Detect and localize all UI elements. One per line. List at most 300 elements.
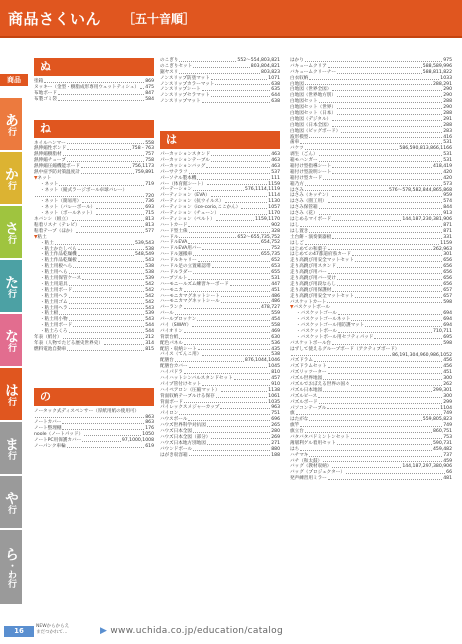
entry-name: ハード型土俵	[160, 228, 188, 234]
leader-dots	[215, 82, 270, 86]
entry-page: 756,1173	[132, 164, 154, 170]
leader-dots	[355, 294, 442, 298]
entry-name: ▼ 粘土	[34, 235, 47, 241]
leader-dots	[179, 411, 270, 415]
list-ha	[160, 152, 280, 458]
leader-dots	[346, 470, 445, 474]
list-ne	[34, 141, 154, 353]
leader-dots	[314, 358, 442, 362]
leader-dots	[296, 411, 443, 415]
entry-page: 630	[271, 334, 280, 340]
leader-dots	[202, 246, 270, 250]
entry-page: 457	[271, 375, 280, 381]
entry-name: パーテーション	[160, 187, 192, 193]
entry-page: 588,589,996	[422, 63, 452, 69]
kana-tab-sub: 行	[6, 504, 16, 514]
leader-dots	[59, 182, 144, 186]
entry-name: はし	[290, 222, 300, 228]
entry-name: はがき収容箱	[160, 452, 188, 458]
entry-name: パーサテラフ	[160, 169, 188, 175]
entry-name: 旗	[290, 411, 295, 417]
entry-page: 542	[145, 299, 154, 305]
entry-page: 542	[145, 287, 154, 293]
leader-dots	[35, 415, 144, 419]
entry-page: 656	[443, 258, 452, 264]
leader-dots	[337, 70, 422, 74]
entry-page: 262,963	[433, 246, 452, 252]
entry-name: バイオリン	[160, 328, 183, 334]
entry-page: 863	[145, 420, 154, 426]
entry-name: 走り高跳び用バー受け	[290, 275, 336, 281]
entry-page: 558	[271, 322, 280, 328]
leader-dots	[69, 282, 145, 286]
entry-page: 963	[271, 405, 280, 411]
entry-page: 542	[145, 281, 154, 287]
leader-dots	[58, 91, 144, 95]
entry-name: はさみ（キッチン）	[290, 193, 332, 199]
kana-tab-1[interactable]	[0, 152, 22, 204]
index-entry	[34, 444, 154, 450]
entry-name: パズル日本地図	[290, 387, 323, 393]
leader-dots	[319, 205, 443, 209]
entry-name: ・ネット	[40, 181, 59, 187]
leader-dots	[305, 82, 432, 86]
leader-dots	[193, 252, 260, 256]
entry-name: ノート整理棚	[34, 426, 62, 432]
leader-dots	[58, 97, 144, 101]
leader-dots	[319, 99, 443, 103]
entry-page: 644	[271, 93, 280, 99]
entry-page: 539	[145, 311, 154, 317]
page-subtitle: ［五十音順］	[123, 12, 196, 26]
entry-page: 710,711	[433, 328, 452, 334]
entry-page: 537	[271, 169, 280, 175]
kana-tab-sub: 行	[6, 450, 16, 460]
leader-dots	[188, 223, 270, 227]
entry-page: 655	[271, 269, 280, 275]
entry-name: ・粘土用板へら	[40, 264, 73, 270]
entry-name: 箱乃方	[290, 181, 304, 187]
entry-page: 97,1000,1008	[121, 438, 154, 444]
entry-name: 熱伸縮チューブ	[34, 158, 66, 164]
entry-name: 配膳台	[160, 358, 174, 364]
entry-name: 布製ゴミ袋	[34, 96, 57, 102]
entry-page: 586,590,813,866,1166	[399, 146, 452, 152]
leader-dots	[305, 58, 442, 62]
leader-dots	[300, 423, 442, 427]
entry-name: はさみ保管箱	[290, 205, 318, 211]
leader-dots	[69, 270, 145, 274]
entry-page: 271	[271, 440, 280, 446]
leader-dots	[55, 241, 134, 245]
entry-page: 290	[443, 93, 452, 99]
entry-page: 803,823	[261, 69, 280, 75]
entry-page: 544	[145, 329, 154, 335]
entry-name: 旗立台	[290, 429, 304, 435]
leader-dots	[188, 276, 270, 280]
leader-dots	[35, 194, 144, 198]
entry-name: ・粘土用へら	[40, 270, 68, 276]
leader-dots	[351, 435, 443, 439]
entry-name: 白地図セット	[290, 99, 318, 105]
entry-page: 598	[443, 340, 452, 346]
entry-name: はたがな	[290, 417, 309, 423]
entry-name: 熱伸縮圧縮機能ボード	[34, 164, 80, 170]
entry-page: 635	[271, 87, 280, 93]
entry-page: 86,191,304,960,986,1052	[392, 352, 452, 358]
leader-dots	[328, 270, 442, 274]
entry-name: 発声練習用ミラー	[290, 476, 327, 482]
entry-name: 白地図（ビッグボード）	[290, 128, 341, 134]
entry-name: はさみ（花）	[290, 211, 318, 217]
leader-dots	[305, 146, 399, 150]
entry-page: 531	[443, 140, 452, 146]
leader-dots	[328, 364, 443, 368]
entry-name: ・バスケットゴール用防護マット	[296, 323, 365, 329]
entry-page: 559	[271, 311, 280, 317]
entry-page: 694	[443, 311, 452, 317]
entry-page: 876,1044,1046	[244, 358, 280, 364]
entry-name: 配色パネル	[160, 340, 183, 346]
leader-dots	[319, 211, 443, 215]
entry-name: ノンスリップマット	[160, 99, 201, 105]
leader-dots	[207, 423, 270, 427]
leader-dots	[328, 199, 442, 203]
entry-page: 531	[443, 152, 452, 158]
kana-tab-sub: 行	[6, 126, 16, 136]
leader-dots	[82, 276, 144, 280]
kana-tab-sub: 行	[6, 288, 16, 298]
entry-name: ハウズ世界科学対抗図	[160, 423, 206, 429]
entry-name: ・粘土用ゴム	[40, 299, 68, 305]
leader-dots	[332, 217, 401, 221]
entry-name: パーカッションテーブル	[160, 158, 210, 164]
leader-dots	[374, 335, 442, 339]
entry-name: 熱中症予防対策温度計	[34, 170, 80, 176]
entry-name: ・粘土ろくろ	[40, 329, 68, 335]
entry-page: 803,804,821	[250, 63, 280, 69]
entry-name: 鋸ヤスリ	[160, 69, 179, 75]
entry-name: ・バスケットボール用セフティパッド	[296, 334, 374, 340]
entry-page: 1170	[268, 211, 280, 217]
leader-dots	[73, 288, 144, 292]
leader-dots	[341, 129, 442, 133]
entry-page: 420	[443, 175, 452, 181]
entry-page: 416	[443, 134, 452, 140]
entry-page: 459,482	[433, 446, 452, 452]
leader-dots	[67, 444, 145, 448]
leader-dots	[202, 99, 271, 103]
header-divider	[0, 36, 462, 38]
entry-name: ハウズ日本全図（部分）	[160, 434, 211, 440]
entry-page: 815	[145, 346, 154, 352]
leader-dots	[337, 264, 442, 268]
entry-page: 694	[443, 317, 452, 323]
kana-tab-char: あ	[3, 112, 19, 127]
entry-page: 299	[443, 399, 452, 405]
entry-name: 走り高跳び用スタンド	[290, 264, 336, 270]
leader-dots	[188, 240, 260, 244]
entry-page: 463	[271, 152, 280, 158]
leader-dots	[211, 76, 267, 80]
leader-dots	[76, 229, 144, 233]
entry-name: 走り高跳び用バー	[290, 270, 327, 276]
entry-page: 813	[145, 223, 154, 229]
entry-name: ハーモニカマグネットシール	[160, 299, 220, 305]
entry-page: 538	[271, 352, 280, 358]
entry-page: 880	[271, 446, 280, 452]
entry-page: 478,727	[261, 305, 280, 311]
entry-page: 291	[443, 116, 452, 122]
leader-dots	[206, 164, 270, 168]
section-heading-ne: ね	[34, 120, 154, 138]
entry-page: 910	[271, 381, 280, 387]
entry-name: 薄層利ゲル着用セット	[290, 440, 336, 446]
entry-page: 1061	[268, 393, 280, 399]
entry-name: ▼ ネット	[34, 176, 51, 182]
kana-tab-char: か	[3, 166, 19, 181]
entry-page: 753	[443, 435, 452, 440]
kana-tab-char: さ	[3, 220, 19, 235]
entry-page: 1138	[268, 387, 280, 393]
entry-name: 背面ボード	[160, 399, 183, 405]
entry-name: ・バスケットゴール	[296, 311, 337, 317]
kana-tab-char: た	[3, 274, 19, 289]
entry-name: ・バスケットボール	[296, 328, 338, 334]
entry-page: 975	[443, 58, 452, 63]
leader-dots	[140, 85, 144, 89]
leader-dots	[319, 158, 443, 162]
entry-page: 539,543	[135, 240, 154, 246]
leader-dots	[44, 79, 144, 83]
leader-dots	[220, 405, 270, 409]
kana-tab-3[interactable]	[0, 260, 22, 312]
entry-name: はち	[290, 446, 300, 452]
leader-dots	[332, 87, 442, 91]
kana-tab-6[interactable]	[0, 422, 22, 474]
entry-name: ハーモニカマグネットシート	[160, 293, 220, 299]
entry-name: 白地図	[290, 81, 304, 87]
list-no-continued	[160, 58, 280, 105]
leader-dots	[198, 258, 270, 262]
kana-tab-char: な	[3, 328, 19, 343]
leader-dots	[211, 158, 270, 162]
entry-page: 758・763	[131, 146, 154, 152]
entry-name: ハードル運搬車	[160, 252, 193, 258]
entry-page: 1104	[440, 405, 452, 411]
leader-dots	[184, 400, 267, 404]
kana-tab-5[interactable]	[0, 368, 22, 420]
entry-name: ヌッキー（金型・樹脂成形専用ウェットティシュ）	[34, 84, 140, 90]
leader-dots	[328, 476, 442, 480]
leader-dots	[225, 199, 268, 203]
entry-name: ・粘土用保管ケース	[40, 276, 82, 282]
section-heading-nu: ぬ	[34, 58, 154, 76]
leader-dots	[207, 441, 270, 445]
entry-page: 652	[271, 258, 280, 264]
kana-tab-7[interactable]	[0, 476, 22, 528]
entry-page: 144,187,297,380,906	[402, 464, 452, 470]
entry-page: 188	[271, 452, 280, 458]
kana-tab-2[interactable]	[0, 206, 22, 258]
leader-dots	[184, 305, 260, 309]
entry-page: 552〜554,803,821	[237, 58, 280, 63]
entry-name: パーカッションスタンド	[160, 152, 211, 158]
entry-page: 543	[145, 258, 154, 264]
kana-tab-4[interactable]	[0, 314, 22, 366]
leader-dots	[305, 241, 440, 245]
entry-page: 288,291	[433, 81, 452, 87]
leader-dots	[184, 329, 270, 333]
entry-name: ・粘土かたしべら	[40, 246, 77, 252]
entry-page: 847	[145, 90, 154, 96]
entry-page: 757	[145, 152, 154, 158]
list-no	[34, 409, 154, 450]
entry-page: 290	[443, 105, 452, 111]
entry-page: 752	[271, 246, 280, 252]
entry-page: 531	[271, 275, 280, 281]
leader-dots	[332, 164, 432, 168]
leader-dots	[211, 193, 268, 197]
kana-tab-char: ま	[3, 436, 19, 451]
leader-dots	[69, 294, 145, 298]
entry-page: 314	[145, 340, 154, 346]
leader-dots	[230, 282, 271, 286]
leader-dots	[78, 252, 134, 256]
entry-name: 波形模型	[290, 134, 309, 140]
entry-name: ・粘土用ボード	[40, 323, 73, 329]
entry-name: パズルでおぼえる世界の国々	[290, 381, 350, 387]
entry-name: パーティション（ベルト）	[160, 216, 215, 222]
entry-name: バタバタバドミントンセット	[290, 435, 350, 440]
entry-page: 331	[443, 234, 452, 240]
entry-page: 176	[145, 426, 154, 432]
entry-name: バケツ	[290, 146, 304, 152]
entry-page: 1057	[268, 205, 280, 211]
entry-page: 696	[271, 417, 280, 423]
kana-tab-8[interactable]	[0, 530, 22, 604]
entry-page: 481	[443, 476, 452, 482]
leader-dots	[197, 317, 270, 321]
entry-name: のこぎりセット	[160, 63, 193, 69]
entry-name: バールブロッケン	[160, 317, 197, 323]
entry-name: 塗箱	[34, 79, 44, 84]
leader-dots	[184, 341, 270, 345]
entry-page: 420	[443, 169, 452, 175]
kana-tab-char: は	[3, 382, 19, 397]
entry-name: バウンドボール	[160, 446, 193, 452]
entry-page: 300	[443, 376, 452, 382]
entry-name: 背景台紙	[160, 334, 179, 340]
entry-page: 269	[271, 434, 280, 440]
entry-page: 758	[145, 158, 154, 164]
entry-name: パズドラム	[290, 358, 313, 364]
leader-dots	[179, 235, 236, 239]
entry-name: はじめるマイボード	[290, 217, 332, 223]
entry-page: 588,811,822	[422, 69, 452, 75]
entry-name: ハーブソルト	[160, 275, 188, 281]
entry-page: 1159	[440, 240, 452, 246]
leader-dots	[328, 64, 422, 68]
leader-dots	[96, 211, 144, 215]
entry-page: 598	[443, 299, 452, 305]
leader-dots	[216, 394, 268, 398]
entry-name: ノートカバー	[34, 420, 62, 426]
kana-tab-0[interactable]	[0, 98, 22, 150]
entry-name: パズドラムセット	[290, 364, 327, 370]
entry-page: 454	[271, 317, 280, 323]
entry-name: ・粘土	[40, 240, 54, 246]
entry-name: パズルピース	[290, 393, 318, 399]
leader-dots	[327, 300, 442, 304]
leader-dots	[82, 199, 144, 203]
leader-dots	[332, 288, 442, 292]
catalog-url[interactable]	[100, 626, 283, 636]
entry-page: 300	[443, 393, 452, 399]
leader-dots	[212, 264, 271, 268]
entry-name: バール	[160, 311, 174, 317]
entry-page: 265	[271, 423, 280, 429]
leader-dots	[81, 164, 131, 168]
entry-page: 469	[271, 328, 280, 334]
entry-name: ハードルキャリー	[160, 258, 197, 264]
entry-name: ハートカード	[160, 222, 188, 228]
entry-name: 粘着テープ（ほか）	[34, 228, 76, 234]
entry-name: 箱モハンガー	[290, 158, 318, 164]
entry-name: パイプ管付けセット	[160, 381, 202, 387]
entry-page: 538	[145, 270, 154, 276]
entry-page: 576〜578,582,844,865,868	[388, 187, 452, 193]
entry-name: 熱伸縮樹脂材	[34, 152, 62, 158]
leader-dots	[332, 341, 442, 345]
leader-dots	[175, 358, 244, 362]
entry-page: 654,752	[261, 240, 280, 246]
leader-dots	[82, 438, 121, 442]
entry-name: バキュームクリア	[290, 63, 327, 69]
leader-dots	[328, 247, 432, 251]
kana-tab-sub: 行	[6, 234, 16, 244]
entry-name: はかり	[290, 58, 304, 63]
entry-page: 301	[443, 252, 452, 258]
entry-name: パーカッションバッグ	[160, 163, 206, 169]
entry-page: 475	[145, 84, 154, 90]
leader-dots	[327, 406, 439, 410]
leader-dots	[62, 426, 144, 430]
leader-dots	[197, 176, 270, 180]
entry-page: 418,419	[433, 164, 452, 170]
entry-page: 451	[443, 370, 452, 376]
entry-name: ハードルEVA用バー	[160, 246, 202, 252]
entry-page: 749	[443, 423, 452, 429]
entry-name: はしご	[290, 240, 304, 246]
entry-page: 212	[145, 334, 154, 340]
leader-dots	[189, 170, 271, 174]
leader-dots	[189, 229, 271, 233]
entry-name: ・ネット（ボールネット）	[40, 211, 95, 217]
entry-name: ・粘土板	[40, 311, 59, 317]
entry-name: ・粘土用道具	[40, 281, 68, 287]
entry-page: 290	[443, 87, 452, 93]
footnote: NEWからからえ まだつかれて…	[36, 624, 70, 635]
entry-name: ハウズ日本全図	[160, 428, 193, 434]
entry-page: 288	[443, 111, 452, 117]
leader-dots	[332, 464, 401, 468]
leader-dots	[69, 329, 145, 333]
kana-tab-char: や	[3, 490, 19, 505]
catalog-url-text[interactable]: www.uchida.co.jp/education/catalog	[110, 626, 283, 636]
entry-page: 543	[145, 317, 154, 323]
index-column-2	[160, 58, 280, 458]
